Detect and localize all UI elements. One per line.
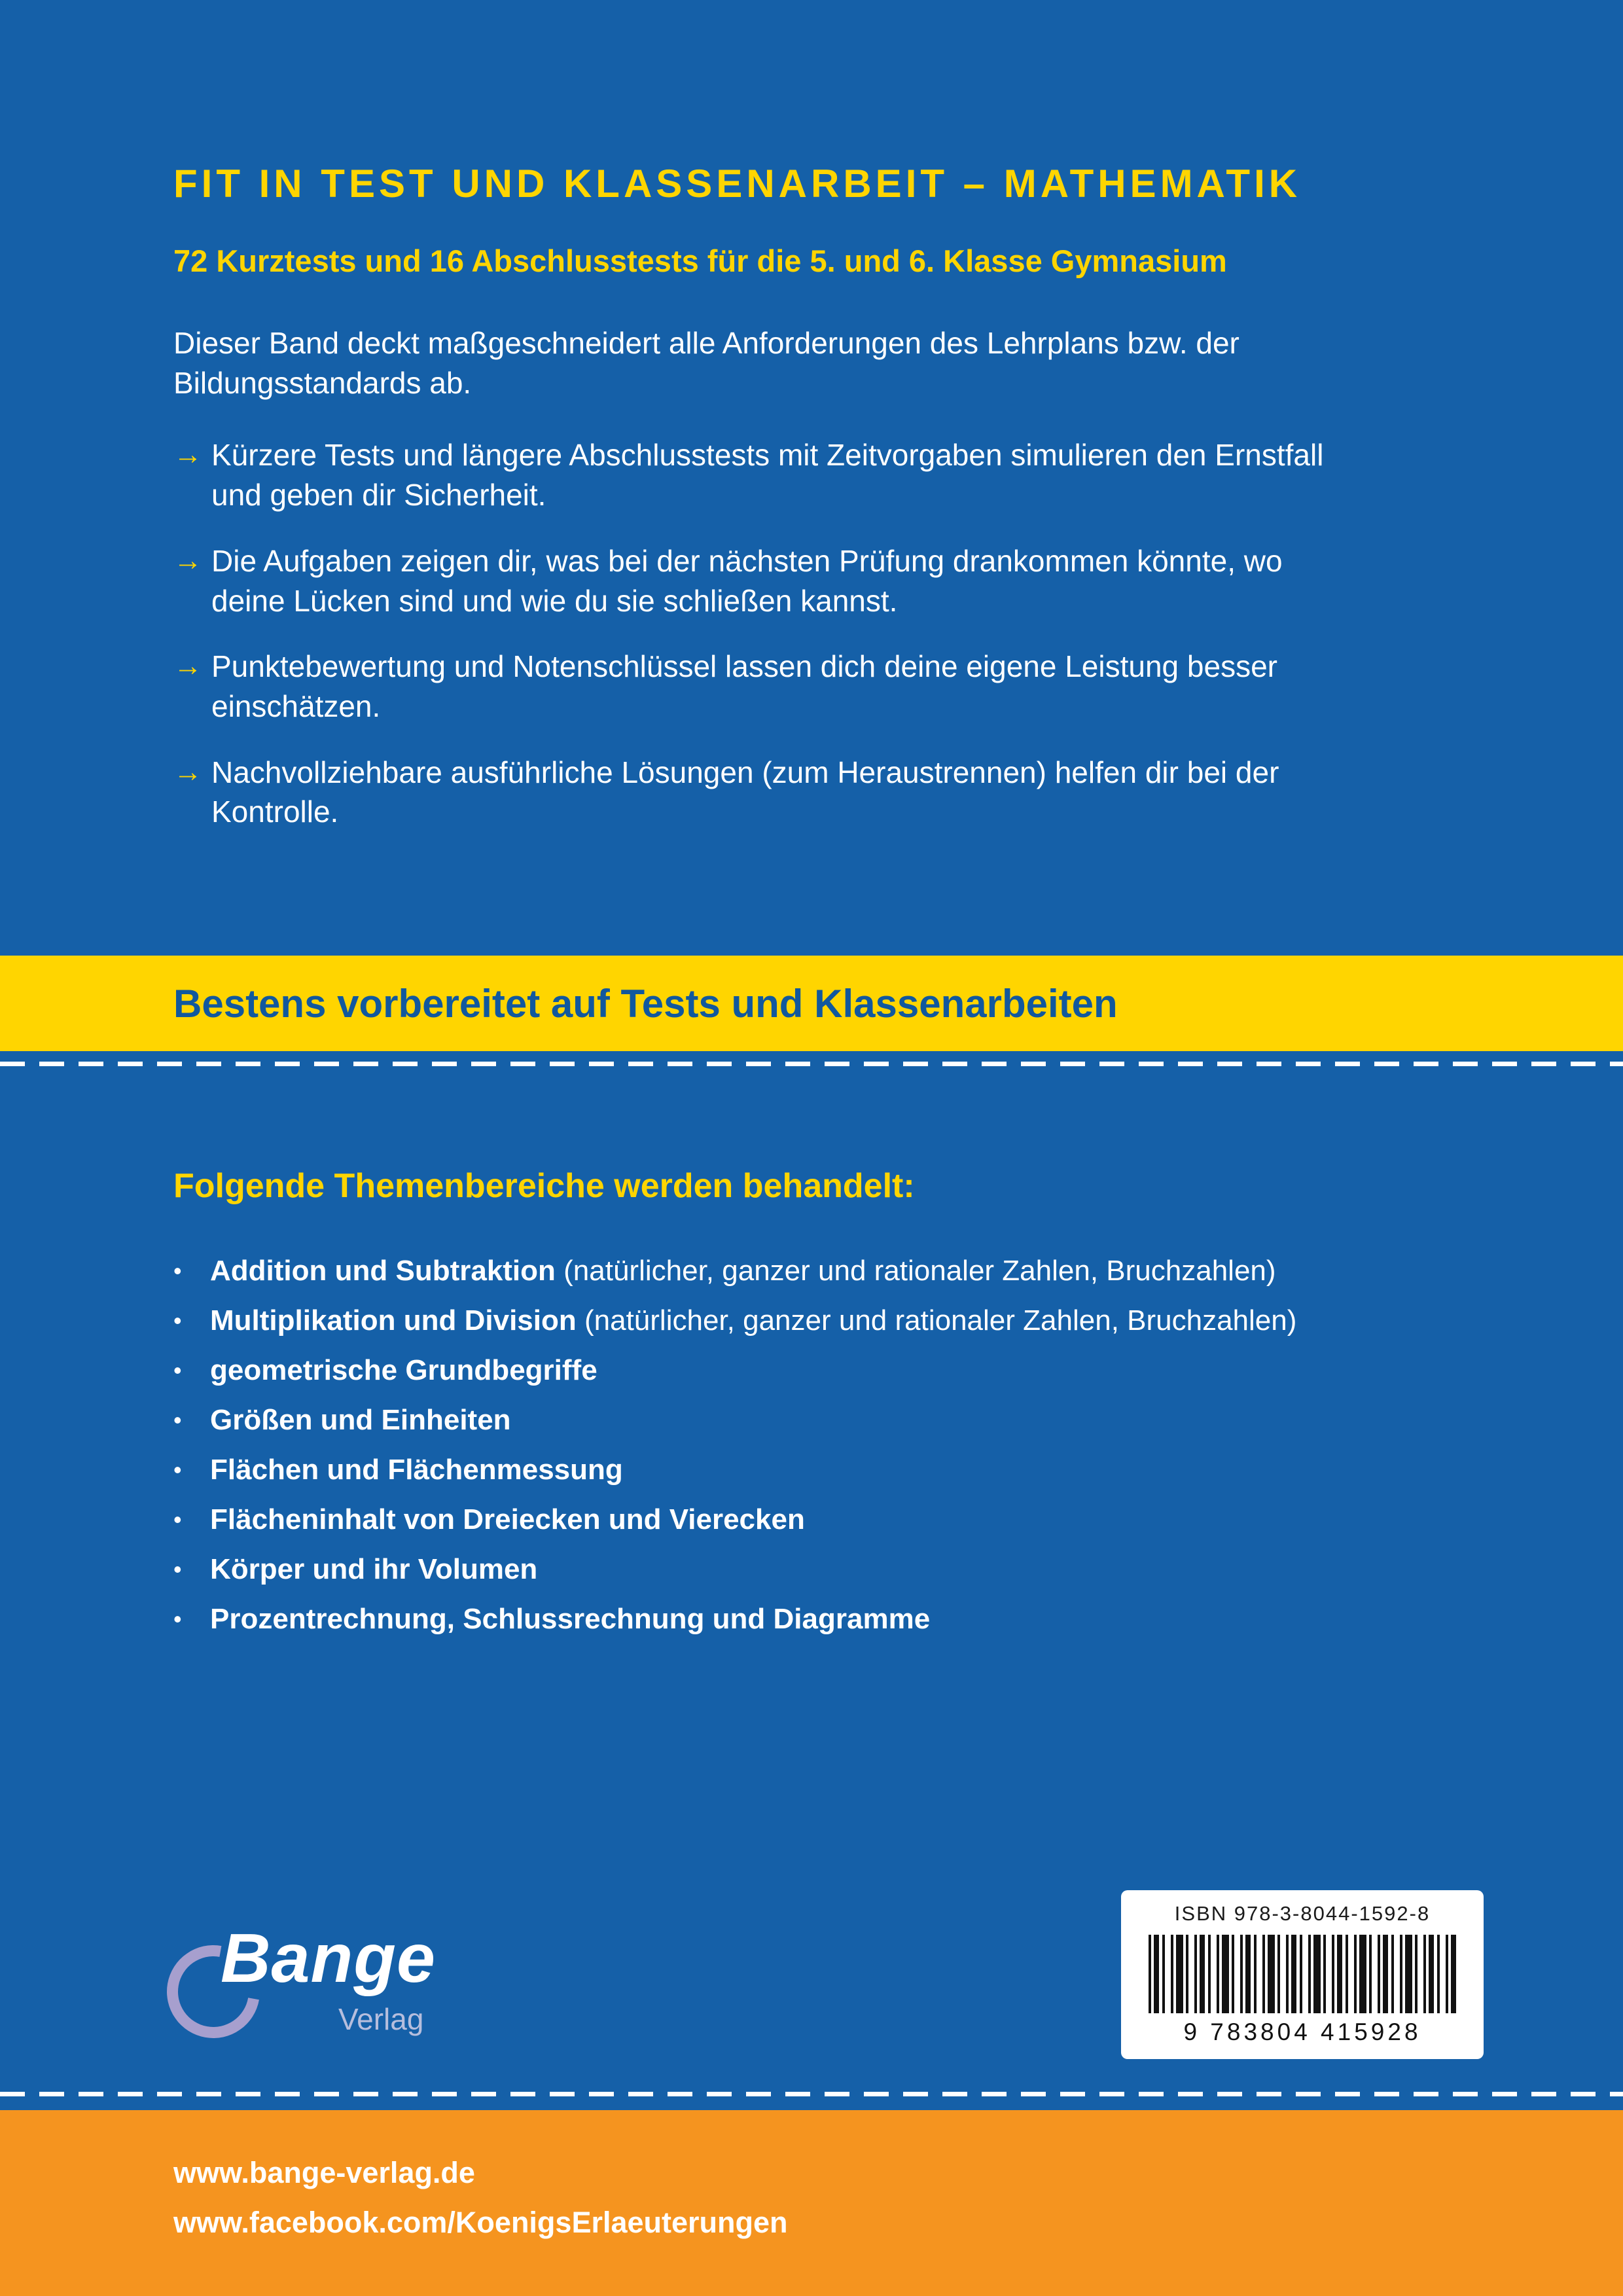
description-section <box>173 161 1505 858</box>
topic-label: Größen und Einheiten <box>210 1404 511 1436</box>
publisher-name: Bange <box>221 1920 436 1997</box>
dot-bullet-icon: • <box>173 1605 182 1632</box>
topic-label: geometrische Grundbegriffe <box>210 1354 597 1386</box>
topic-label: Flächen und Flächenmessung <box>210 1454 623 1486</box>
feature-text: Punktebewertung und Notenschlüssel lassen dich deine eigene Leistung besser einschätzen. <box>211 649 1277 724</box>
isbn-number: 9 783804 415928 <box>1183 2018 1421 2045</box>
topic-item <box>173 1495 1505 1545</box>
arrow-bullet-icon: → <box>173 439 202 471</box>
book-subtitle: 72 Kurztests und 16 Abschlusstests für die 5. und 6. Klasse Gymnasium <box>173 243 1227 278</box>
dot-bullet-icon: • <box>173 1556 182 1583</box>
topic-label: Prozentrechnung, Schlussrechnung und Diagramme <box>210 1603 931 1635</box>
feature-list <box>173 435 1505 832</box>
topic-item <box>173 1395 1505 1445</box>
intro-paragraph: Dieser Band deckt maßgeschneidert alle Anforderungen des Lehrplans bzw. der Bildungsstandards ab. <box>173 326 1240 400</box>
dot-bullet-icon: • <box>173 1357 182 1384</box>
feature-text: Nachvollziehbare ausführliche Lösungen (zum Heraustrennen) helfen dir bei der Kontrolle. <box>211 755 1279 829</box>
topic-suffix: (natürlicher, ganzer und rationaler Zahlen, Bruchzahlen) <box>555 1255 1276 1287</box>
dashed-divider <box>0 2092 1623 2096</box>
dot-bullet-icon: • <box>173 1257 182 1284</box>
banner-text: Bestens vorbereitet auf Tests und Klassenarbeiten <box>173 981 1118 1026</box>
topic-item <box>173 1246 1505 1296</box>
facebook-link[interactable]: www.facebook.com/KoenigsErlaeuterungen <box>173 2206 788 2239</box>
arrow-bullet-icon: → <box>173 544 202 577</box>
topic-label: Körper und ihr Volumen <box>210 1553 538 1585</box>
dot-bullet-icon: • <box>173 1307 182 1334</box>
publisher-logo <box>167 1920 560 2072</box>
feature-text: Kürzere Tests und längere Abschlusstests mit Zeitvorgaben simulieren den Ernstfall und geben dir Sicherheit. <box>211 438 1324 512</box>
topic-label: Addition und Subtraktion <box>210 1255 556 1287</box>
feature-item <box>173 541 1505 620</box>
feature-text: Die Aufgaben zeigen dir, was bei der nächsten Prüfung drankommen könnte, wo deine Lücken sind und wie du sie schließen kannst. <box>211 543 1283 618</box>
topic-item <box>173 1346 1505 1395</box>
dot-bullet-icon: • <box>173 1407 182 1433</box>
dot-bullet-icon: • <box>173 1456 182 1483</box>
footer-band <box>0 2110 1623 2296</box>
highlight-banner <box>0 956 1623 1051</box>
topic-item <box>173 1445 1505 1495</box>
dot-bullet-icon: • <box>173 1506 182 1533</box>
publisher-type: Verlag <box>338 2002 424 2036</box>
topic-item <box>173 1594 1505 1644</box>
topic-suffix: (natürlicher, ganzer und rationaler Zahlen, Bruchzahlen) <box>576 1304 1297 1336</box>
feature-item <box>173 435 1505 514</box>
publisher-website-link[interactable]: www.bange-verlag.de <box>173 2156 475 2189</box>
topics-section <box>173 1166 1505 1644</box>
isbn-box <box>1121 1890 1484 2059</box>
topic-item <box>173 1296 1505 1346</box>
arrow-bullet-icon: → <box>173 755 202 788</box>
topic-item <box>173 1545 1505 1594</box>
arrow-bullet-icon: → <box>173 650 202 683</box>
barcode <box>1149 1935 1456 2013</box>
isbn-label: ISBN 978-3-8044-1592-8 <box>1174 1902 1431 1925</box>
feature-item <box>173 753 1505 832</box>
topic-label: Multiplikation und Division <box>210 1304 577 1336</box>
dashed-divider <box>0 1062 1623 1066</box>
book-title: FIT IN TEST UND KLASSENARBEIT – MATHEMATIK <box>173 162 1302 206</box>
topics-heading: Folgende Themenbereiche werden behandelt: <box>173 1167 915 1205</box>
topic-list <box>173 1246 1505 1644</box>
topic-label: Flächeninhalt von Dreiecken und Vierecken <box>210 1503 805 1535</box>
feature-item <box>173 647 1505 726</box>
